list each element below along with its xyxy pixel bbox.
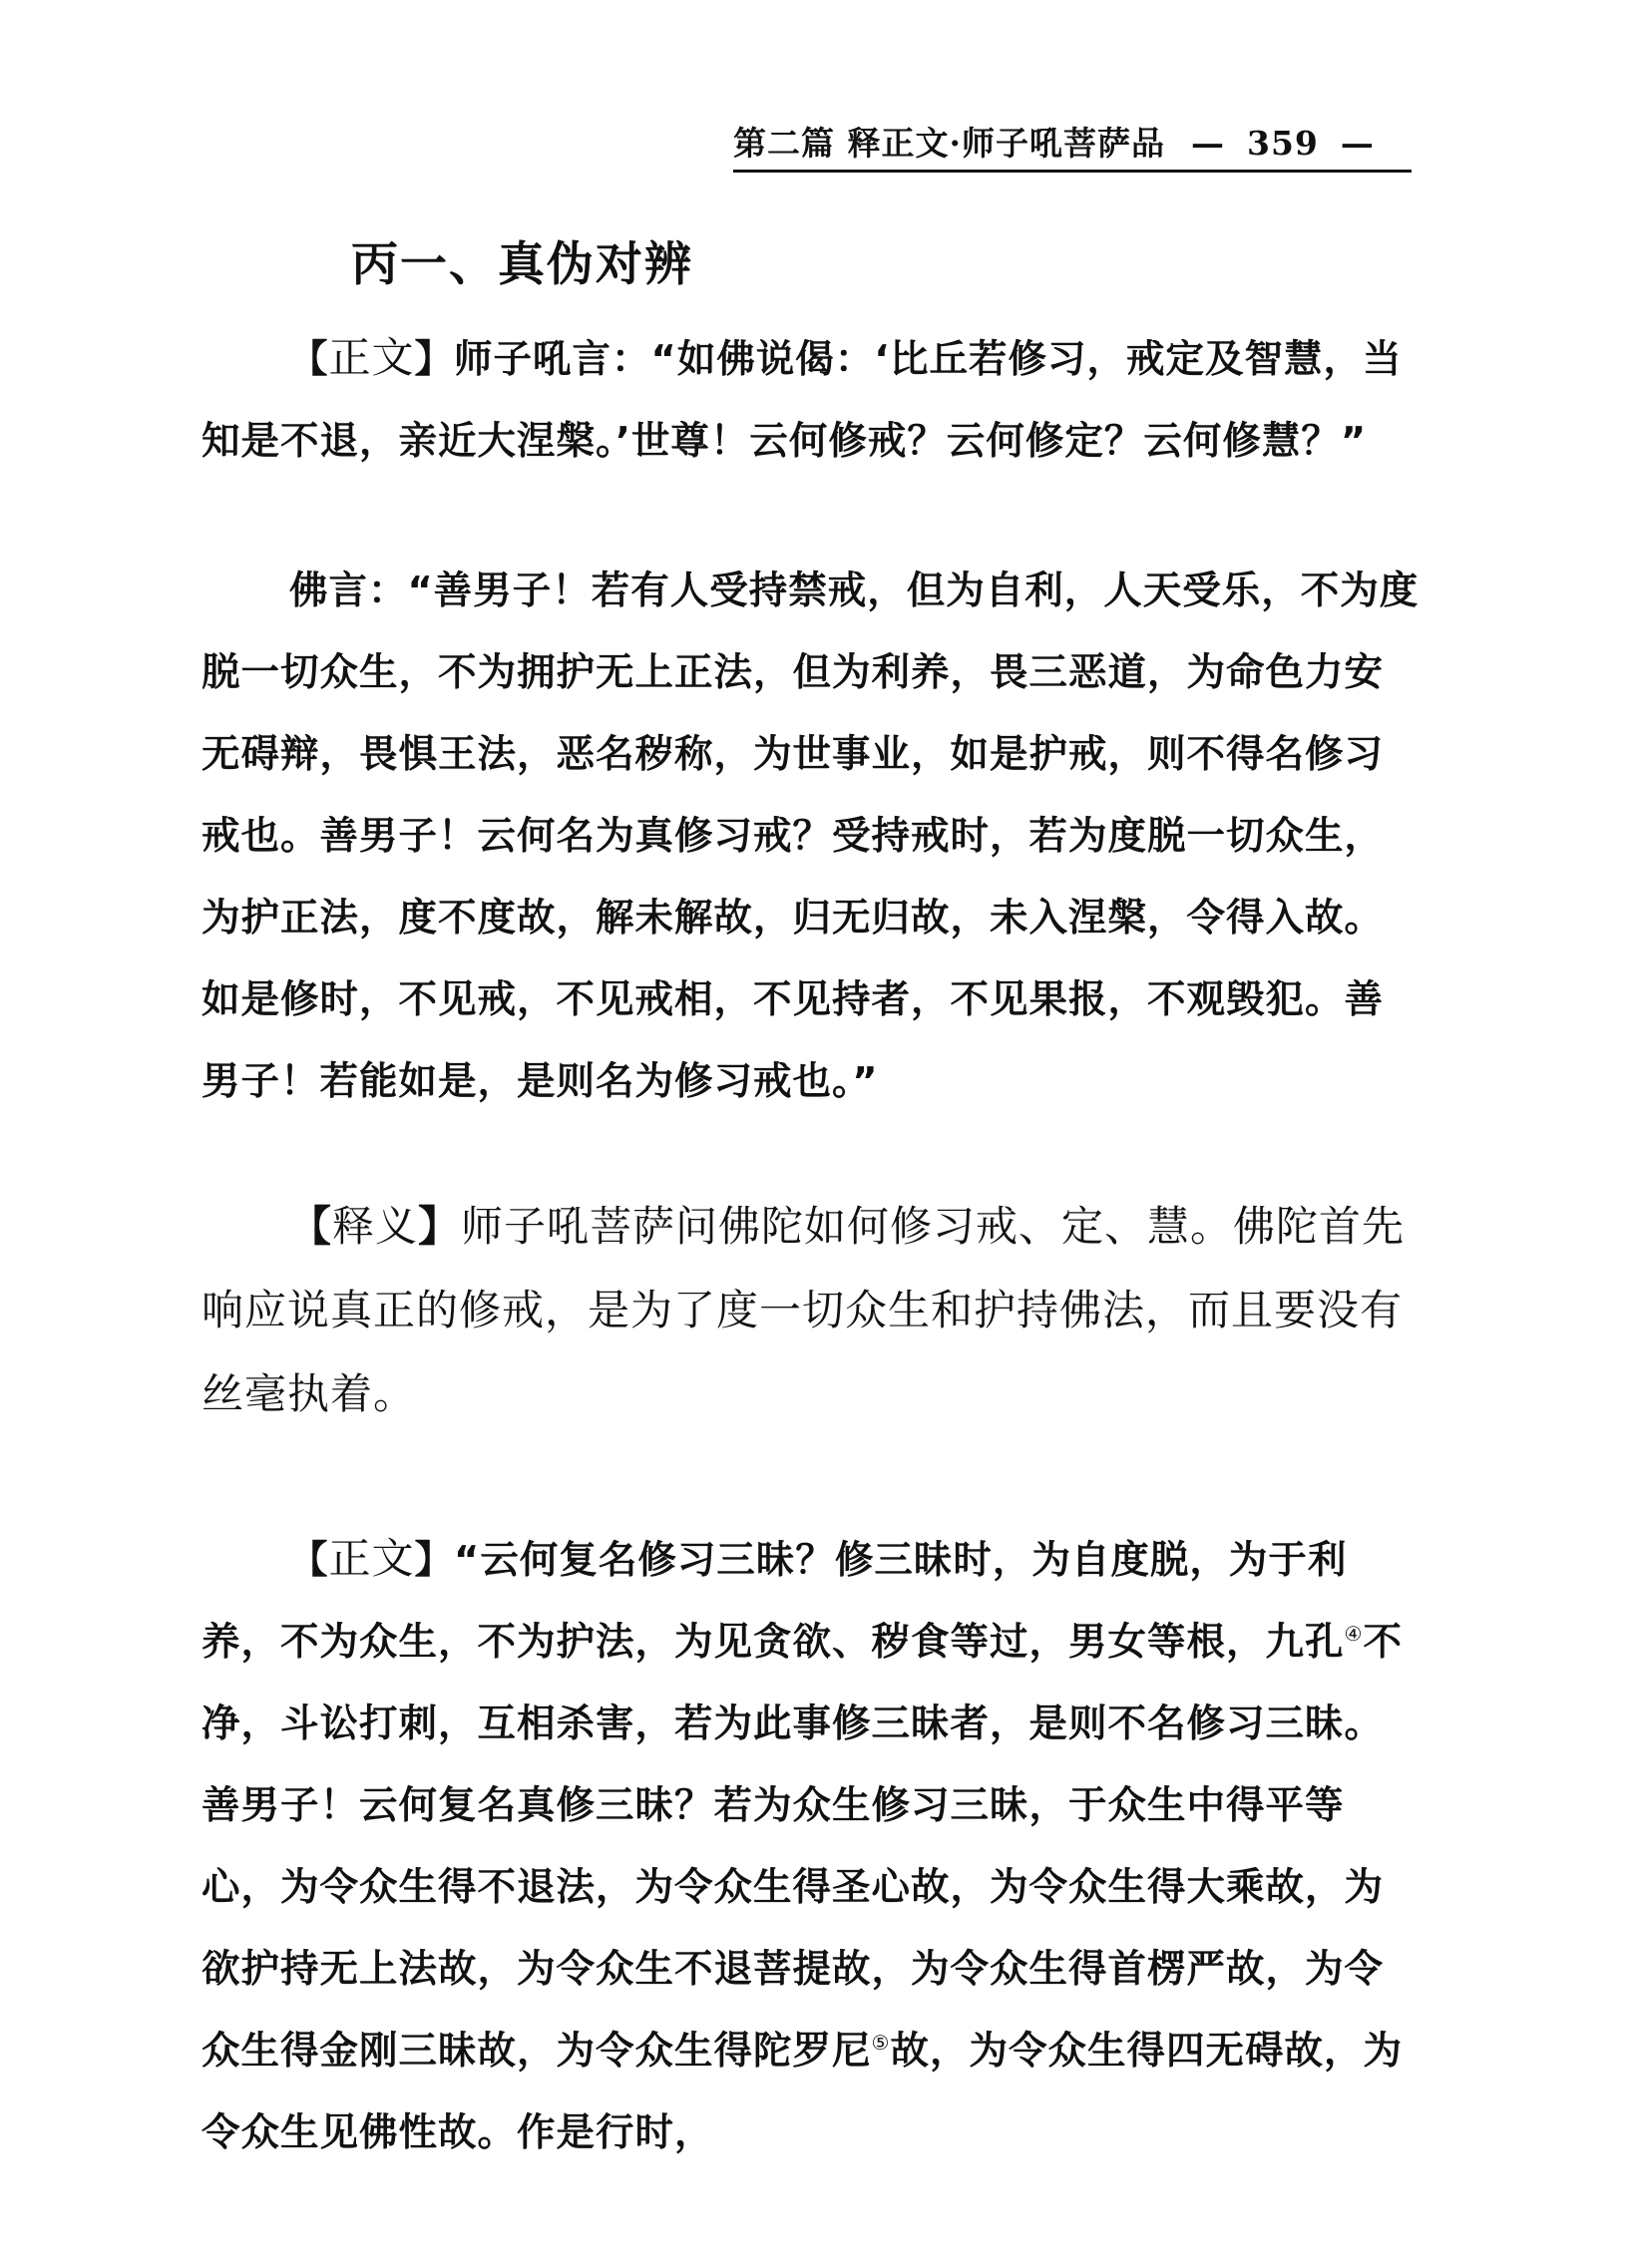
paragraph-scripture-1 <box>202 317 1421 483</box>
paragraph-text-c: 故，为令众生得四无碍故，为令众生见佛性故。作是行时， <box>202 2029 1403 2155</box>
paragraph-text: 师子吼菩萨问佛陀如何修习戒、定、慧。佛陀首先响应说真正的修戒，是为了度一切众生和护持佛法，而且要没有丝毫执着。 <box>202 1202 1406 1418</box>
paragraph-tag: 正文 <box>328 1534 415 1583</box>
paragraph-scripture-2 <box>202 551 1421 1123</box>
paragraph-text-a: “云何复名修习三昧？修三昧时，为自度脱，为于利养，不为众生，不为护法，为见贪欲、秽食等过，男女等根，九孔 <box>202 1538 1348 1665</box>
paragraph-tag: 正文 <box>328 333 415 382</box>
tag-open-bracket: 【 <box>289 1538 329 1583</box>
header-dash-right: — <box>1340 124 1375 163</box>
paragraph-explanation <box>202 1185 1421 1436</box>
tag-close-bracket: 】 <box>414 1538 455 1583</box>
running-header <box>733 118 1412 173</box>
page-number: 359 <box>1246 124 1319 163</box>
tag-open-bracket: 【 <box>289 1202 333 1251</box>
tag-close-bracket: 】 <box>414 337 455 382</box>
section-title: 丙一、真伪对辨 <box>351 237 693 292</box>
tag-open-bracket: 【 <box>289 337 329 382</box>
paragraph-tag: 释义 <box>332 1202 419 1251</box>
tag-close-bracket: 】 <box>418 1202 462 1251</box>
footnote-marker[interactable]: ⑤ <box>871 2031 891 2056</box>
paragraph-text: 佛言：“善男子！若有人受持禁戒，但为自利，人天受乐，不为度脱一切众生，不为拥护无上正法，但为利养，畏三恶道，为命色力安无碍辩，畏惧王法，恶名秽称，为世事业，如是护戒，则不得名修习戒也。善男子！云何名为真修习戒？受持戒时，若为度脱一切众生，为护正法，度不度故，解未解故，归无归故，未入涅槃，令得入故。如是修时，不见戒，不见戒相，不见持者，不见果报，不观毁犯。善男子！若能如是，是则名为修习戒也。” <box>202 568 1420 1104</box>
header-title: 第二篇 释正文·师子吼菩萨品 <box>733 124 1165 163</box>
header-dash-left: — <box>1190 124 1225 163</box>
paragraph-scripture-3 <box>202 1518 1421 2174</box>
footnote-marker[interactable]: ④ <box>1344 1622 1364 1647</box>
paragraph-text: 师子吼言：“如佛说偈：‘比丘若修习，戒定及智慧，当知是不退，亲近大涅槃。’世尊！云何修戒？云何修定？云何修慧？” <box>202 337 1403 464</box>
paragraph-text-b: 不净，斗讼打刺，互相杀害，若为此事修三昧者，是则不名修习三昧。善男子！云何复名真修三昧？若为众生修习三昧，于众生中得平等心，为令众生得不退法，为令众生得圣心故，为令众生得大乘故，为欲护持无上法故，为令众生不退菩提故，为令众生得首楞严故，为令众生得金刚三昧故，为令众生得陀罗尼 <box>202 1620 1403 2074</box>
